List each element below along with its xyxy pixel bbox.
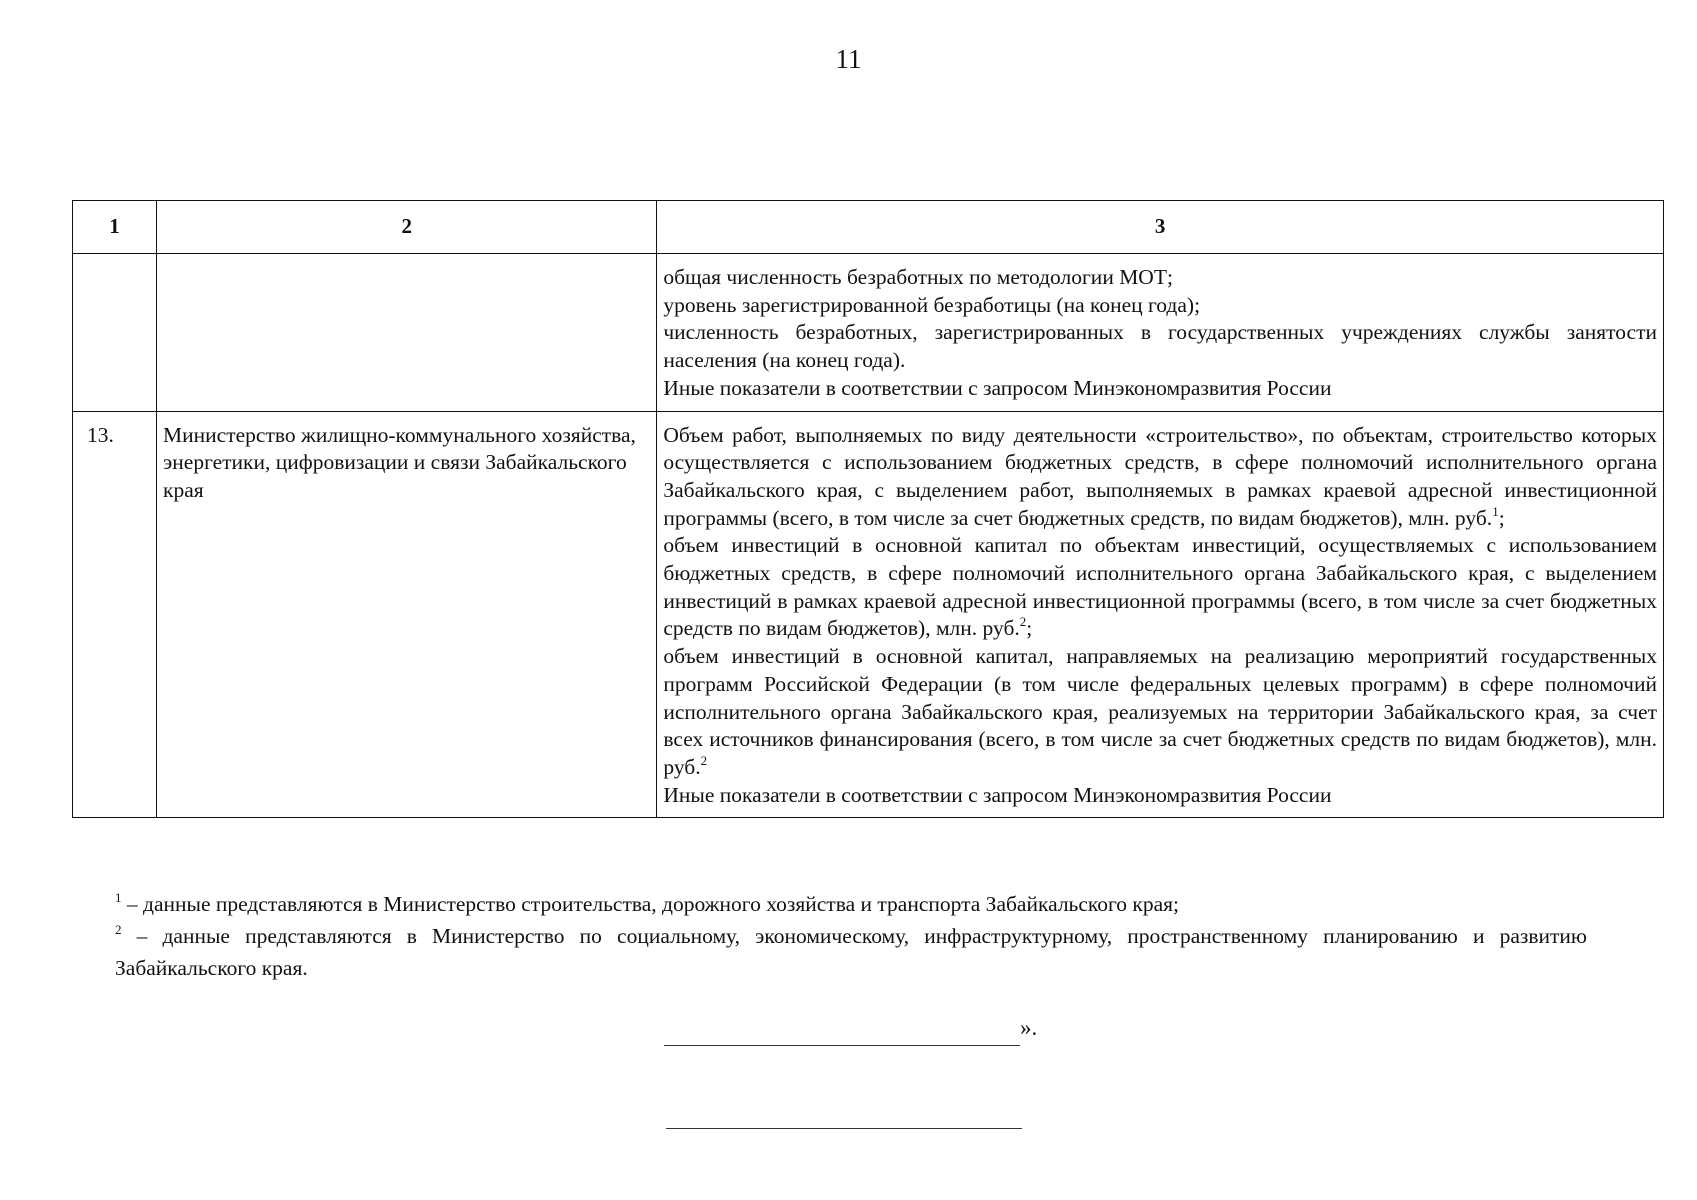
table-row xyxy=(73,254,1664,412)
indicator-item: Объем работ, выполняемых по виду деятельности «строительство», по объектам, строительство которых осуществляется с использованием бюджетных средств, в сфере полномочий исполнительного органа Забайкальского края, с выделением работ, выполняемых в рамках краевой адресной инвестиционной программы (всего, в том числе за счет бюджетных средств, по видам бюджетов), млн. руб.$^1$; xyxy=(663,422,1657,530)
indicators-cell xyxy=(657,411,1664,818)
column-header-3: 3 xyxy=(657,201,1664,254)
indicators-cell xyxy=(657,254,1664,412)
page-number: 11 xyxy=(835,44,862,74)
column-header-1: 1 xyxy=(73,201,157,254)
footnote-item: $^1$ – данные представляются в Министерство строительства, дорожного хозяйства и транспорта Забайкальского края; xyxy=(115,890,1180,916)
footnote-mark: 1 xyxy=(115,890,122,905)
footnote-ref: 1 xyxy=(1492,503,1499,519)
footnotes xyxy=(115,888,1587,984)
indicators-table xyxy=(72,200,1664,818)
organization-name xyxy=(157,254,657,412)
indicator-item: Иные показатели в соответствии с запросом Минэкономразвития России xyxy=(663,375,1332,400)
closing-underline xyxy=(664,1015,1020,1046)
indicator-item: объем инвестиций в основной капитал, направляемых на реализацию мероприятий государственных программ Российской Федерации (в том числе федеральных целевых программ) в сфере полномочий исполнительного органа Забайкальского края, реализуемых на территории Забайкальского края, за счет всех источников финансирования (всего, в том числе за счет бюджетных средств по видам бюджетов), млн. руб.$^2$ xyxy=(663,644,1657,779)
separator-line xyxy=(666,1128,1022,1129)
footnote-mark: 2 xyxy=(115,922,122,937)
footnote-ref: 2 xyxy=(1019,614,1027,630)
row-number xyxy=(73,254,157,412)
indicator-item: Иные показатели в соответствии с запросом Минэкономразвития России xyxy=(663,782,1332,807)
table-row xyxy=(73,411,1664,818)
organization-name: Министерство жилищно-коммунального хозяйства, энергетики, цифровизации и связи Забайкальского края xyxy=(157,411,657,818)
footnote-item: $^2$ – данные представляются в Министерство по социальному, экономическому, инфраструктурному, пространственному планированию и развитию Забайкальского края. xyxy=(115,922,1587,980)
closing-quote-mark: ». xyxy=(1020,1015,1038,1040)
indicator-item: численность безработных, зарегистрированных в государственных учреждениях службы занятости населения (на конец года). xyxy=(663,320,1657,373)
indicator-item: общая численность безработных по методологии МОТ; xyxy=(663,265,1173,289)
indicator-item: объем инвестиций в основной капитал по объектам инвестиций, осуществляемых с использованием бюджетных средств, в сфере полномочий исполнительного органа Забайкальского края, с выделением инвестиций в рамках краевой адресной инвестиционной программы (всего, в том числе за счет бюджетных средств по видам бюджетов), млн. руб.$^2$; xyxy=(663,533,1657,641)
footnote-ref: 2 xyxy=(700,752,708,768)
table-header-row xyxy=(73,201,1664,254)
column-header-2: 2 xyxy=(157,201,657,254)
indicator-item: уровень зарегистрированной безработицы (на конец года); xyxy=(663,292,1201,317)
row-number: 13. xyxy=(73,411,157,818)
